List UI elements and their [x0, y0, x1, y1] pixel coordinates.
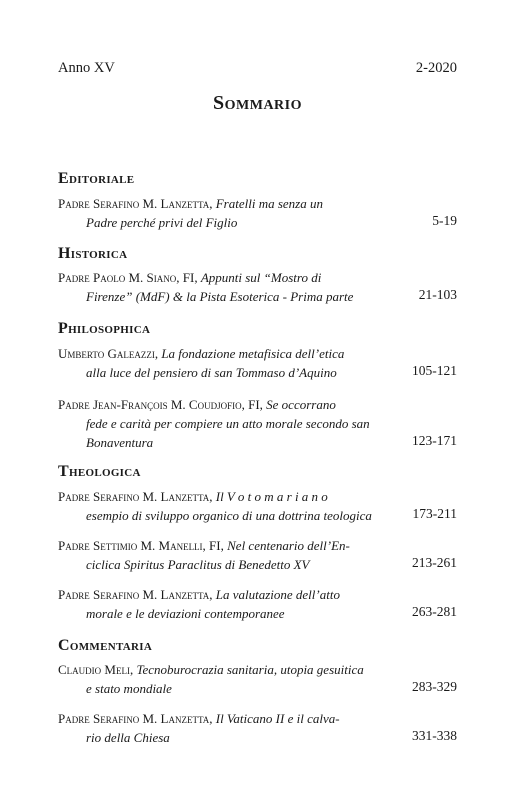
toc-entry: Claudio Meli, Tecnoburocrazia sanitaria, utopia gesuitica e stato mondiale: [58, 660, 458, 698]
issue-label: 2-2020: [415, 60, 457, 76]
entry-author: Padre Paolo M. Siano, FI: [58, 270, 195, 285]
toc-entry: Padre Serafino M. Lanzetta, Il Vaticano II e il calva- rio della Chiesa: [58, 709, 458, 747]
entry-author: Claudio Meli: [58, 662, 130, 677]
toc-entry: Padre Jean-François M. Coudjofio, FI, Se occorrano fede e carità per compiere un atto morale secondo san Bonaventura: [58, 395, 458, 452]
entry-author: Umberto Galeazzi: [58, 346, 155, 361]
entry-pages: 213-261: [412, 555, 457, 570]
entry-pages: 173-211: [412, 506, 457, 521]
entry-title-line2: alla luce del pensiero di san Tommaso d’Aquino: [86, 365, 337, 380]
entry-title-line2: fede e carità per compiere un atto morale secondo san: [86, 416, 370, 431]
entry-title-line3: Bonaventura: [86, 435, 154, 450]
entry-title-line1: Tecnoburocrazia sanitaria, utopia gesuitica: [136, 662, 364, 677]
entry-author: Padre Serafino M. Lanzetta: [58, 489, 210, 504]
page-title: Sommario: [213, 92, 302, 114]
entry-pages: 123-171: [412, 433, 457, 448]
section-title-philosophica: Philosophica: [58, 320, 151, 337]
entry-title-line2: e stato mondiale: [86, 681, 172, 696]
entry-pages: 105-121: [412, 363, 457, 378]
section-title-theologica: Theologica: [58, 463, 141, 480]
entry-title-line1: Il V o t o m a r i a n o: [215, 489, 328, 504]
entry-title-line1: Il Vaticano II e il calva-: [215, 711, 340, 726]
toc-entry: Padre Settimio M. Manelli, FI, Nel centenario dell’En- ciclica Spiritus Paraclitus di Benedetto XV: [58, 536, 458, 574]
section-title-editoriale: Editoriale: [58, 170, 135, 187]
entry-author: Padre Serafino M. Lanzetta: [58, 587, 210, 602]
entry-pages: 5-19: [432, 213, 457, 228]
entry-title-line2: morale e le deviazioni contemporanee: [86, 606, 285, 621]
entry-title-line1: La fondazione metafisica dell’etica: [161, 346, 345, 361]
entry-pages: 21-103: [418, 287, 457, 302]
page-header: [58, 60, 457, 80]
entry-title-line2: rio della Chiesa: [86, 730, 170, 745]
entry-author: Padre Jean-François M. Coudjofio, FI: [58, 397, 260, 412]
toc-entry: Padre Serafino M. Lanzetta, Fratelli ma senza un Padre perché privi del Figlio: [58, 194, 458, 232]
toc-entry: Padre Paolo M. Siano, FI, Appunti sul “Mostro di Firenze” (MdF) & la Pista Esoterica - Prima parte: [58, 268, 458, 306]
entry-pages: 283-329: [412, 679, 457, 694]
entry-title-line1: Appunti sul “Mostro di: [200, 270, 322, 285]
toc-entry: Padre Serafino M. Lanzetta, La valutazione dell’atto morale e le deviazioni contemporanee: [58, 585, 458, 623]
entry-title-line2: Padre perché privi del Figlio: [86, 215, 238, 230]
entry-pages: 331-338: [412, 728, 457, 743]
entry-title-line1: Nel centenario dell’En-: [227, 538, 350, 553]
entry-author: Padre Serafino M. Lanzetta: [58, 196, 210, 211]
toc-entry: Padre Serafino M. Lanzetta, Il V o t o m a r i a n o esempio di sviluppo organico di una dottrina teologica: [58, 487, 458, 525]
section-title-commentaria: Commentaria: [58, 637, 153, 654]
entry-title-line2: esempio di sviluppo organico di una dottrina teologica: [86, 508, 372, 523]
entry-title-line1: La valutazione dell’atto: [215, 587, 340, 602]
entry-title-line2: Firenze” (MdF) & la Pista Esoterica - Prima parte: [86, 289, 354, 304]
entry-author: Padre Serafino M. Lanzetta: [58, 711, 210, 726]
toc-entry: Umberto Galeazzi, La fondazione metafisica dell’etica alla luce del pensiero di san Tommaso d’Aquino: [58, 344, 458, 382]
entry-pages: 263-281: [412, 604, 457, 619]
entry-author: Padre Settimio M. Manelli, FI: [58, 538, 221, 553]
entry-title-line1: Se occorrano: [266, 397, 336, 412]
entry-title-line1: Fratelli ma senza un: [215, 196, 323, 211]
volume-label: Anno XV: [58, 60, 115, 76]
section-title-historica: Historica: [58, 245, 128, 262]
entry-title-line2: ciclica Spiritus Paraclitus di Benedetto XV: [86, 557, 310, 572]
